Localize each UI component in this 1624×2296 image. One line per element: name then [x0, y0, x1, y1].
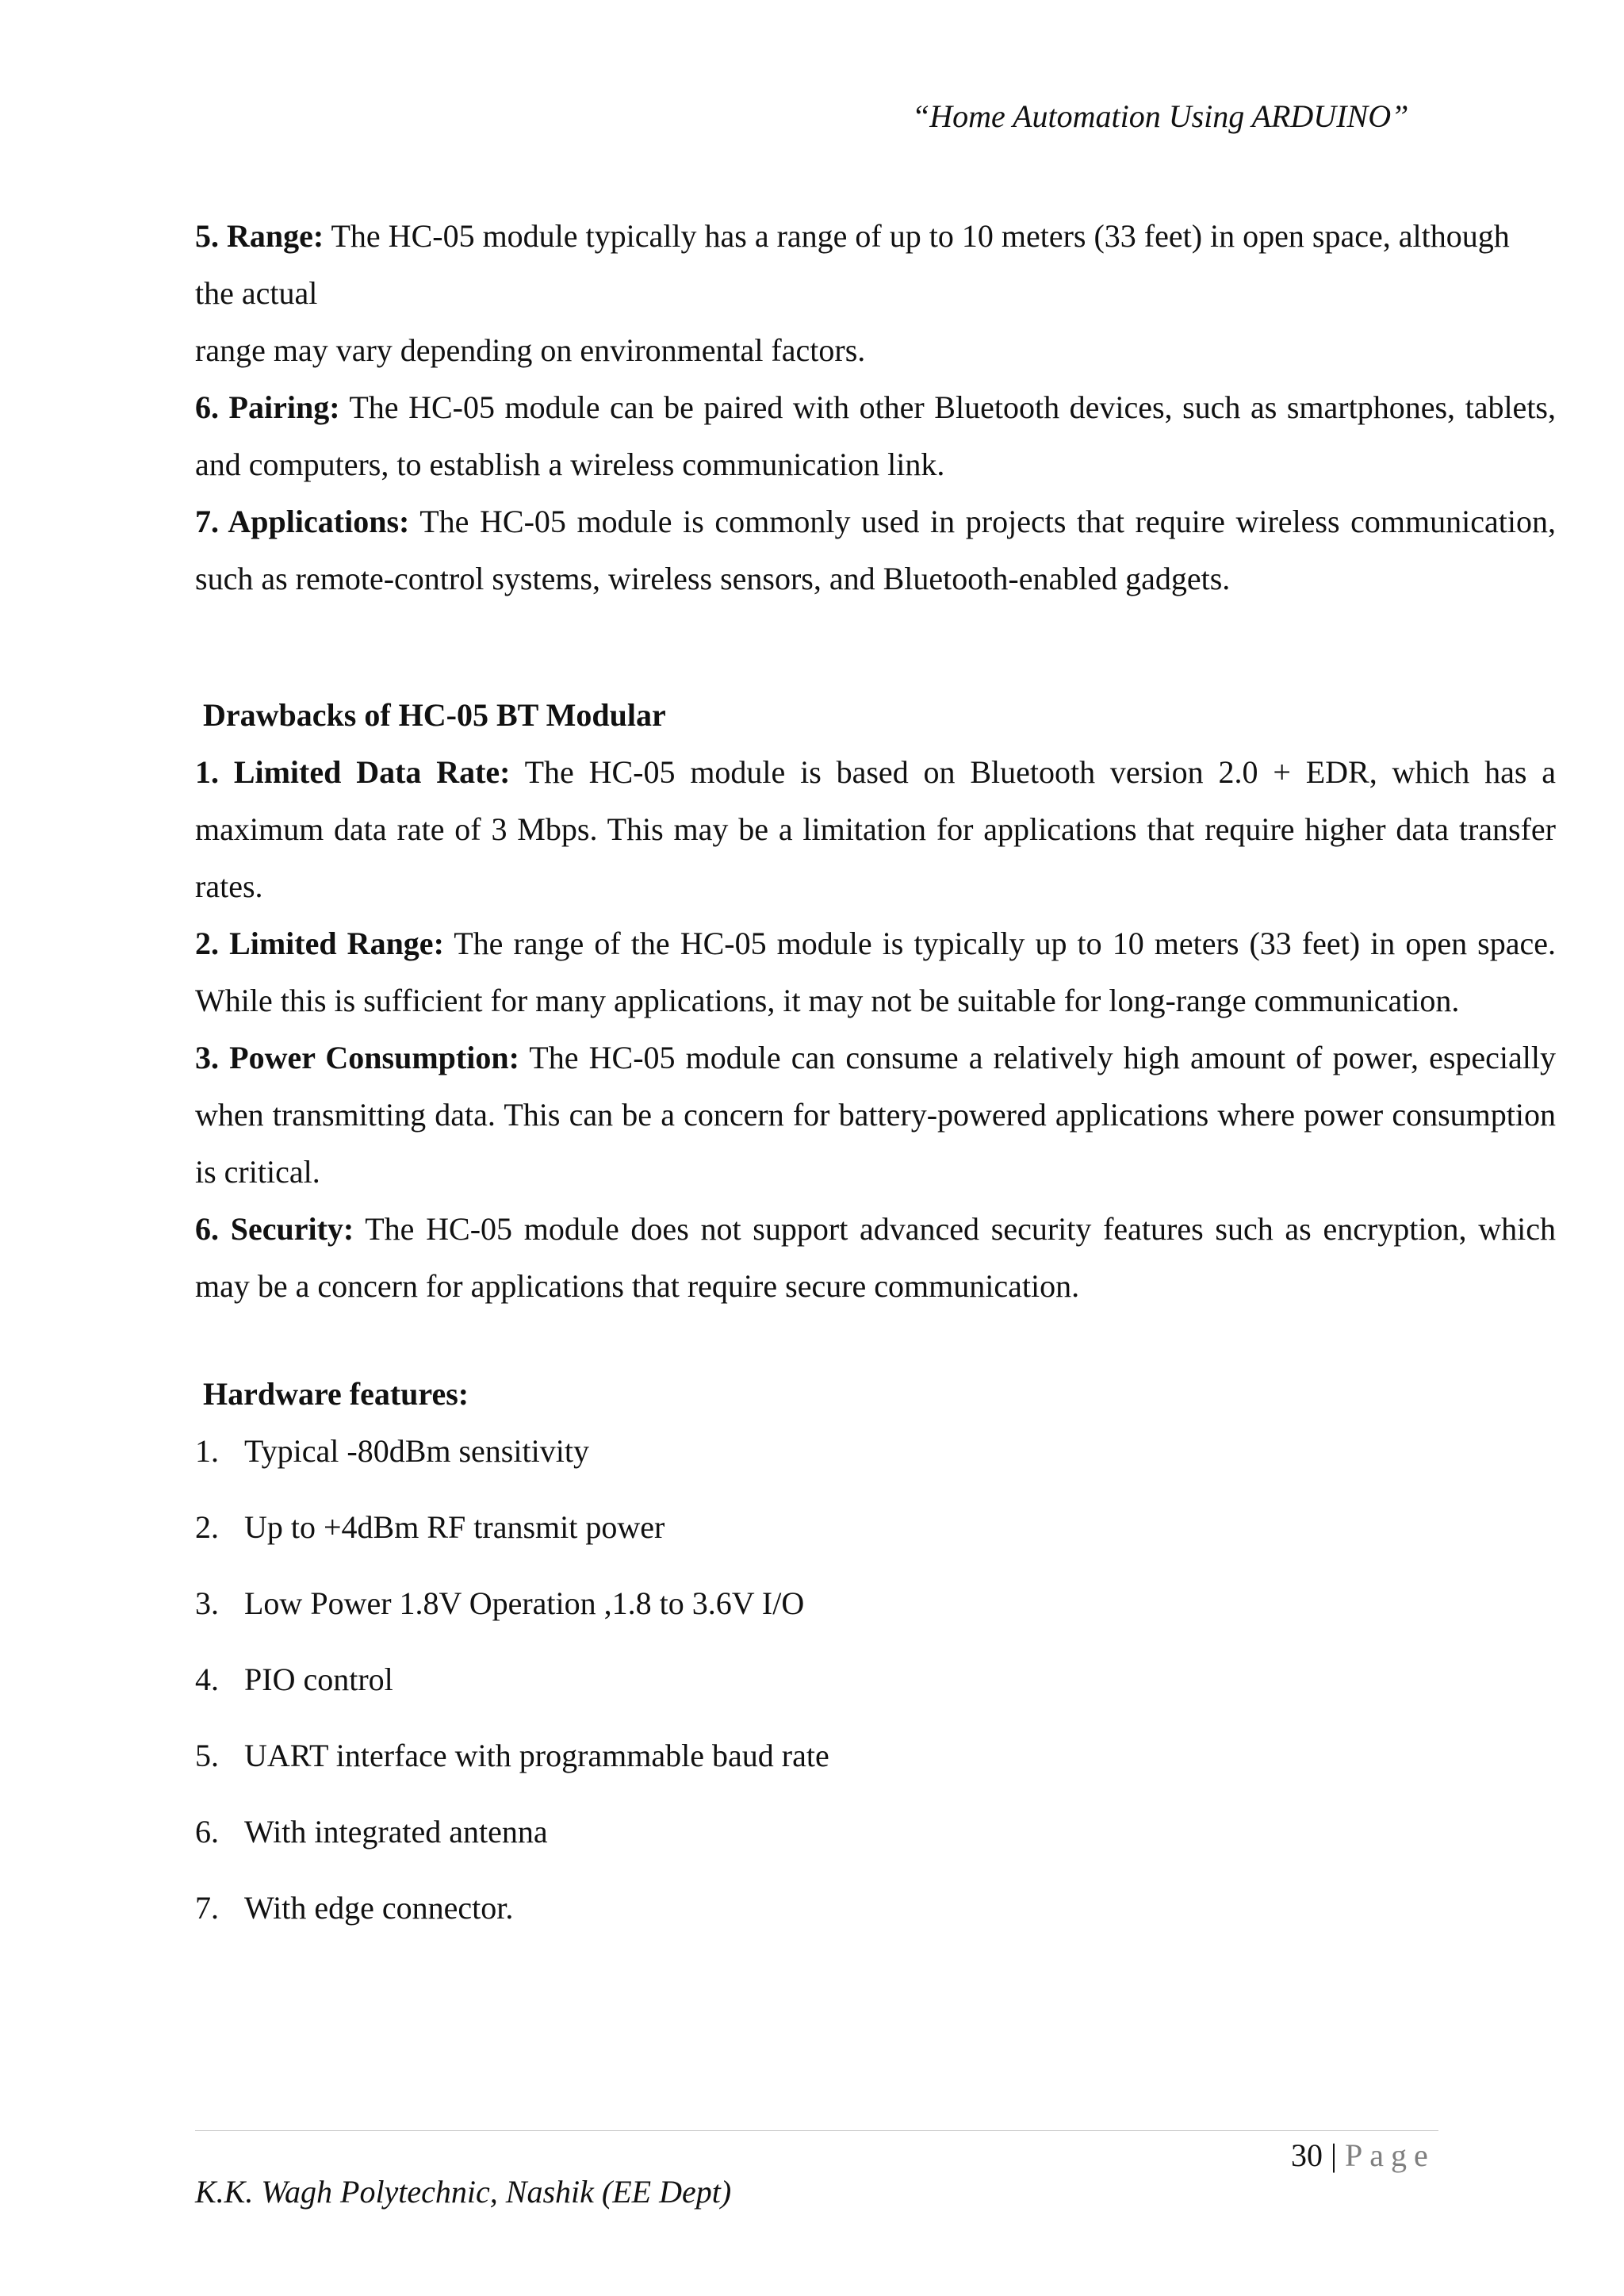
list-item-number: 4. [195, 1662, 219, 1697]
drawback-security-text: The HC-05 module does not support advanced security features such as encryption, which may be a concern for applications that require secure communication. [195, 1211, 1556, 1304]
list-item-text: With integrated antenna [244, 1814, 548, 1849]
spacer [195, 608, 1556, 687]
drawback-power-label: 3. Power Consumption: [195, 1040, 519, 1075]
drawback-data-rate-paragraph [195, 744, 1556, 915]
feature-applications-paragraph [195, 493, 1556, 608]
feature-applications-label: 7. Applications: [195, 504, 410, 539]
list-item-text: PIO control [244, 1662, 393, 1697]
drawback-range-paragraph [195, 915, 1556, 1029]
feature-pairing-paragraph [195, 379, 1556, 493]
footer-divider [195, 2130, 1438, 2131]
drawback-range-label: 2. Limited Range: [195, 926, 444, 961]
feature-range-label: 5. Range: [195, 218, 324, 254]
drawback-power-paragraph [195, 1029, 1556, 1201]
drawback-data-rate-text: The HC-05 module is based on Bluetooth version 2.0 + EDR, which has a maximum data rate of 3 Mbps. This may be a limitation for applications that require higher data transfer rates. [195, 754, 1556, 904]
list-item [195, 1651, 1556, 1727]
drawback-security-label: 6. Security: [195, 1211, 354, 1247]
hardware-features-list [195, 1423, 1556, 1956]
page-number [1291, 2133, 1438, 2178]
list-item [195, 1423, 1556, 1499]
footer-institution: K.K. Wagh Polytechnic, Nashik (EE Dept) [195, 2174, 732, 2210]
list-item-number: 5. [195, 1738, 219, 1773]
list-item-text: Up to +4dBm RF transmit power [244, 1509, 665, 1545]
drawbacks-heading: Drawbacks of HC-05 BT Modular [203, 697, 666, 733]
page-word: Page [1345, 2137, 1435, 2173]
list-item-number: 7. [195, 1890, 219, 1926]
page-number-value: 30 [1291, 2137, 1323, 2173]
running-header-title: “Home Automation Using ARDUINO” [912, 98, 1409, 134]
page-number-separator: | [1323, 2137, 1346, 2173]
list-item-number: 6. [195, 1814, 219, 1849]
list-item-number: 2. [195, 1509, 219, 1545]
list-item [195, 1575, 1556, 1651]
feature-applications-text: The HC-05 module is commonly used in projects that require wireless communication, such as remote-control systems, wireless sensors, and Bluetooth-enabled gadgets. [195, 504, 1557, 596]
list-item [195, 1727, 1556, 1803]
feature-pairing-label: 6. Pairing: [195, 389, 340, 425]
feature-range-line-2: the actual [195, 275, 318, 311]
spacer [195, 1315, 1556, 1366]
list-item-number: 1. [195, 1433, 219, 1469]
drawback-data-rate-label: 1. Limited Data Rate: [195, 754, 511, 790]
drawback-power-text: The HC-05 module can consume a relatively high amount of power, especially when transmitting data. This can be a concern for battery-powered applications where power consumption is critical. [195, 1040, 1556, 1190]
list-item-text: Low Power 1.8V Operation ,1.8 to 3.6V I/O [244, 1585, 805, 1621]
list-item [195, 1880, 1556, 1956]
feature-range-line-3: range may vary depending on environmental factors. [195, 332, 866, 368]
feature-pairing-text: The HC-05 module can be paired with other Bluetooth devices, such as smartphones, tablets, and computers, to establish a wireless communication link. [195, 389, 1556, 482]
drawback-security-paragraph [195, 1201, 1556, 1315]
list-item-text: UART interface with programmable baud rate [244, 1738, 829, 1773]
page-content [195, 208, 1556, 1956]
feature-range-paragraph [195, 208, 1556, 379]
drawback-range-text: The range of the HC-05 module is typically up to 10 meters (33 feet) in open space. While this is sufficient for many applications, it may not be suitable for long-range communication. [195, 926, 1556, 1018]
list-item-text: Typical -80dBm sensitivity [244, 1433, 589, 1469]
list-item [195, 1803, 1556, 1880]
hardware-features-heading: Hardware features: [203, 1376, 469, 1412]
list-item-number: 3. [195, 1585, 219, 1621]
list-item [195, 1499, 1556, 1575]
list-item-text: With edge connector. [244, 1890, 514, 1926]
feature-range-line-1: The HC-05 module typically has a range of up to 10 meters (33 feet) in open space, although [324, 218, 1510, 254]
